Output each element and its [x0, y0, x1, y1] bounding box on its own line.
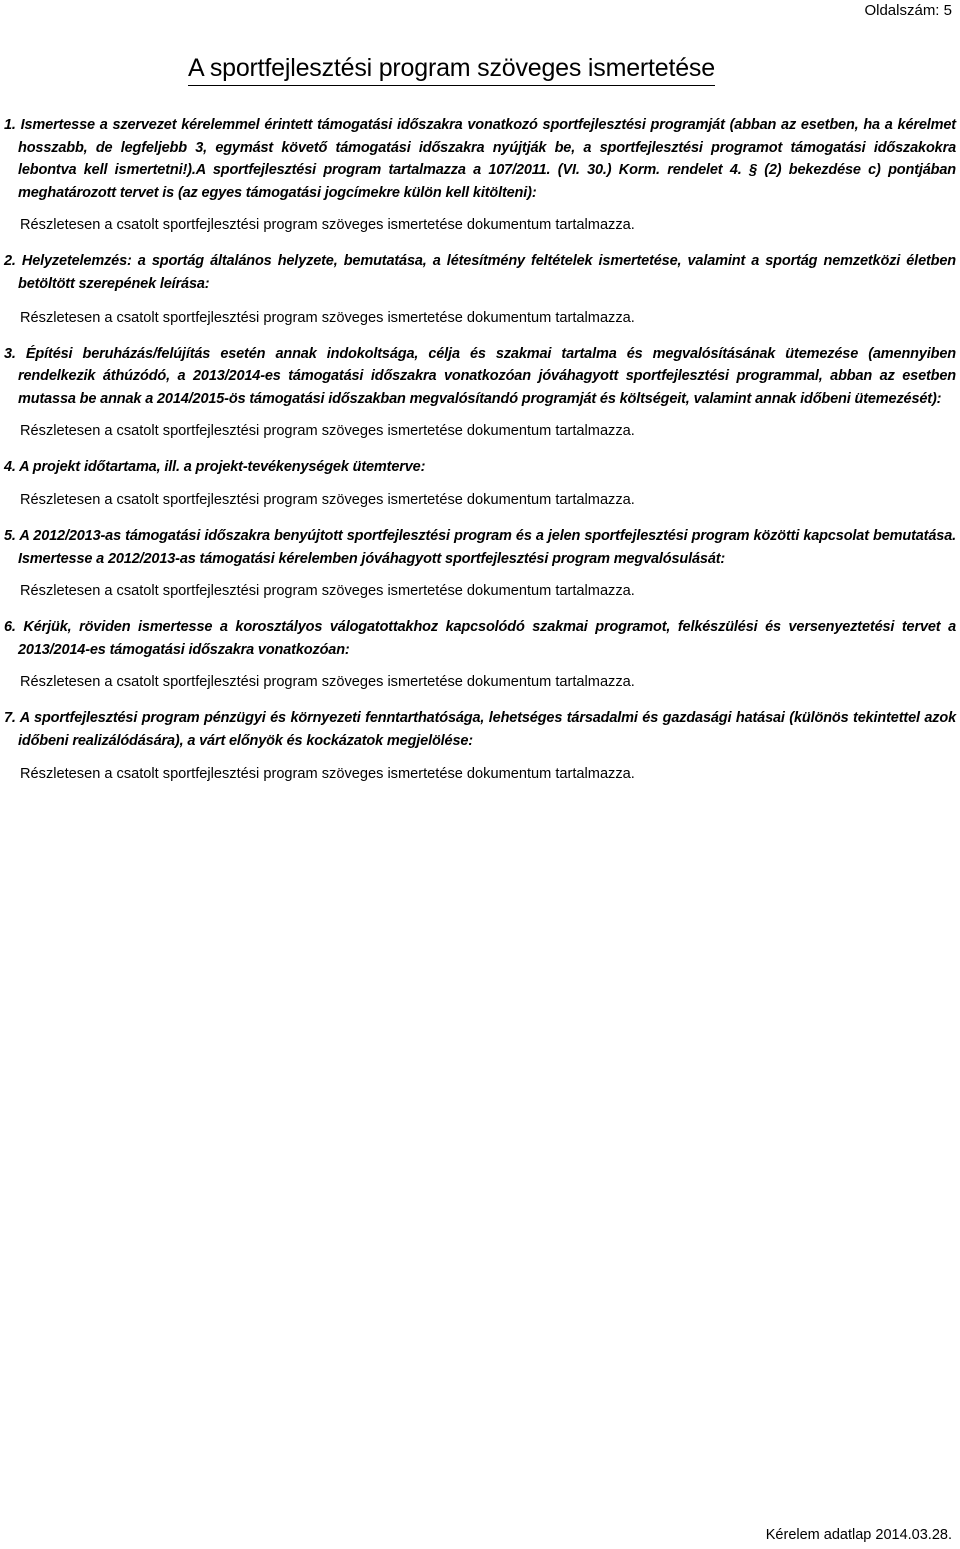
section-3 — [0, 343, 960, 442]
section-question: 7. A sportfejlesztési program pénzügyi és környezeti fenntarthatósága, lehetséges társadalmi és gazdasági hatásai (különös tekintettel azok időbeni realizálódására), a várt előnyök és kockázatok megjelölése: — [4, 710, 956, 749]
section-answer: Részletesen a csatolt sportfejlesztési program szöveges ismertetése dokumentum tartalmazza. — [20, 309, 635, 326]
section-answer: Részletesen a csatolt sportfejlesztési program szöveges ismertetése dokumentum tartalmazza. — [20, 583, 635, 600]
section-1 — [0, 114, 960, 235]
sections-list — [0, 114, 960, 784]
section-answer: Részletesen a csatolt sportfejlesztési program szöveges ismertetése dokumentum tartalmazza. — [20, 674, 635, 691]
section-answer: Részletesen a csatolt sportfejlesztési program szöveges ismertetése dokumentum tartalmazza. — [20, 423, 635, 440]
section-question: 4. A projekt időtartama, ill. a projekt-tevékenységek ütemterve: — [4, 459, 426, 476]
section-answer: Részletesen a csatolt sportfejlesztési program szöveges ismertetése dokumentum tartalmazza. — [20, 491, 635, 508]
section-answer: Részletesen a csatolt sportfejlesztési program szöveges ismertetése dokumentum tartalmazza. — [20, 765, 635, 782]
section-7 — [0, 707, 960, 783]
page-number: Oldalszám: 5 — [864, 2, 952, 19]
section-4 — [0, 456, 960, 510]
section-question: 3. Építési beruházás/felújítás esetén annak indokoltsága, célja és szakmai tartalma és megvalósításának ütemezése (amennyiben rendelkezik áthúzódó, a 2013/2014-es támogatási időszakra vonatkozóan jóváhagyott sportfejlesztési programmal, abban az esetben mutassa be annak a 2014/2015-ös támogatási időszakban megvalósítandó programját és költségeit, valamint annak időbeni ütemezését): — [4, 345, 956, 407]
section-6 — [0, 616, 960, 692]
section-question: 6. Kérjük, röviden ismertesse a korosztályos válogatottakhoz kapcsolódó szakmai programot, felkészülési és versenyeztetési tervet a 2013/2014-es támogatási időszakra vonatkozóan: — [4, 619, 956, 658]
section-answer: Részletesen a csatolt sportfejlesztési program szöveges ismertetése dokumentum tartalmazza. — [20, 217, 635, 234]
section-question: 5. A 2012/2013-as támogatási időszakra benyújtott sportfejlesztési program és a jelen sportfejlesztési program közötti kapcsolat bemutatása. Ismertesse a 2012/2013-as támogatási kérelemben jóváhagyott sportfejlesztési program megvalósulását: — [4, 527, 956, 567]
footer-text: Kérelem adatlap 2014.03.28. — [765, 1527, 952, 1543]
section-2 — [0, 250, 960, 327]
section-5 — [0, 525, 960, 601]
section-question: 1. Ismertesse a szervezet kérelemmel érintett támogatási időszakra vonatkozó sportfejlesztési programját (abban az esetben, ha a kérelmet hosszabb, de legfeljebb 3, egymást követő támogatási időszakra nyújtják be, a sportfejlesztési programot támogatási időszakokra lebontva kell ismertetni!).A sportfejlesztési program tartalmazza a 107/2011. (VI. 30.) Korm. rendelet 4. § (2) bekezdése c) pontjában meghatározott tervet is (az egyes támogatási jogcímekre külön kell kitölteni): — [4, 117, 956, 201]
page-title: A sportfejlesztési program szöveges ismertetése — [188, 52, 715, 86]
section-question: 2. Helyzetelemzés: a sportág általános helyzete, bemutatása, a létesítmény feltételek ismertetése, valamint a sportág nemzetközi életben betöltött szerepének leírása: — [4, 253, 956, 292]
